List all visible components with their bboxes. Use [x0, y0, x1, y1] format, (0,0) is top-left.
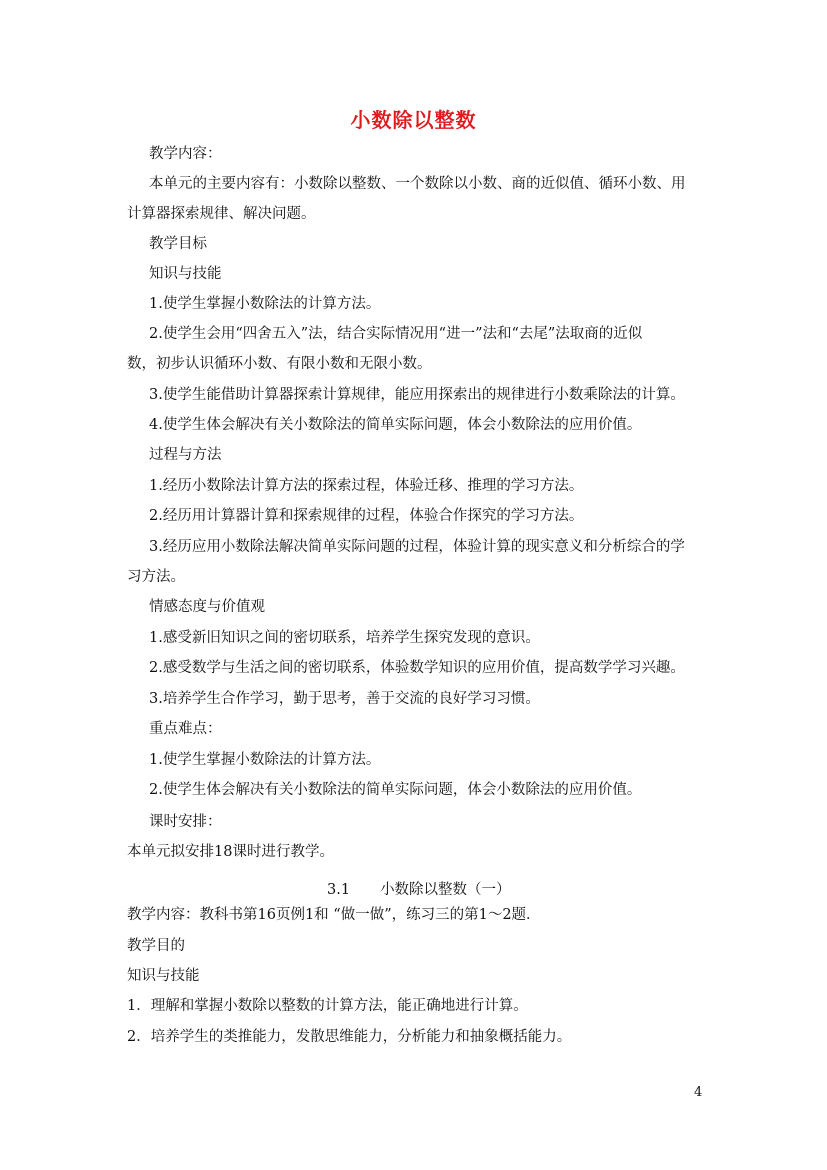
- paragraph-line: 2.经历用计算器计算和探索规律的过程，体验合作探究的学习方法。: [149, 508, 584, 524]
- paragraph-line: 3.培养学生合作学习，勤于思考，善于交流的良好学习习惯。: [149, 691, 540, 707]
- section-heading: [327, 878, 511, 899]
- paragraph-line: 知识与技能: [127, 968, 200, 984]
- paragraph-line: 教学内容：教科书第16页例1和 “做一做”，练习三的第1～2题．: [127, 907, 541, 923]
- paragraph-line: 教学目的: [127, 938, 185, 954]
- paragraph-line: 1.感受新旧知识之间的密切联系，培养学生探究发现的意识。: [149, 630, 540, 646]
- paragraph-line: 知识与技能: [149, 266, 222, 282]
- paragraph-line: 本单元的主要内容有：小数除以整数、一个数除以小数、商的近似值、循环小数、用: [149, 176, 686, 192]
- paragraph-line: 过程与方法: [149, 447, 222, 463]
- paragraph-line: 1.使学生掌握小数除法的计算方法。: [149, 296, 381, 312]
- paragraph-line: 3.经历应用小数除法解决简单实际问题的过程，体验计算的现实意义和分析综合的学: [149, 539, 685, 555]
- paragraph-line: 课时安排：: [149, 814, 222, 830]
- paragraph-line: 情感态度与价值观: [149, 599, 265, 615]
- paragraph-line: 计算器探索规律、解决问题。: [127, 206, 316, 222]
- paragraph-line: 1.使学生掌握小数除法的计算方法。: [149, 752, 381, 768]
- paragraph-line: 1.经历小数除法计算方法的探索过程，体验迁移、推理的学习方法。: [149, 478, 584, 494]
- paragraph-line: 4.使学生体会解决有关小数除法的简单实际问题，体会小数除法的应用价值。: [149, 417, 642, 433]
- paragraph-line: 教学内容：: [149, 146, 222, 162]
- section-title: 小数除以整数（一）: [380, 882, 511, 898]
- document-title: 小数除以整数: [350, 108, 477, 132]
- paragraph-line: 2．培养学生的类推能力，发散思维能力，分析能力和抽象概括能力。: [127, 1029, 572, 1045]
- paragraph-line: 2.使学生会用“四舍五入”法，结合实际情况用“进一”法和“去尾”法取商的近似: [149, 326, 643, 342]
- paragraph-line: 习方法。: [127, 569, 185, 585]
- section-number: 3.1: [327, 882, 351, 898]
- paragraph-line: 教学目标: [149, 236, 207, 252]
- paragraph-line: 本单元拟安排18课时进行教学。: [127, 844, 334, 860]
- paragraph-line: 2.感受数学与生活之间的密切联系，体验数学知识的应用价值，提高数学学习兴趣。: [149, 660, 685, 676]
- paragraph-line: 2.使学生体会解决有关小数除法的简单实际问题，体会小数除法的应用价值。: [149, 782, 642, 798]
- paragraph-line: 3.使学生能借助计算器探索计算规律，能应用探索出的规律进行小数乘除法的计算。: [149, 387, 685, 403]
- paragraph-line: 1．理解和掌握小数除以整数的计算方法，能正确地进行计算。: [127, 998, 528, 1014]
- paragraph-line: 重点难点：: [149, 721, 222, 737]
- page-number: 4: [694, 1085, 703, 1100]
- paragraph-line: 数，初步认识循环小数、有限小数和无限小数。: [127, 356, 432, 372]
